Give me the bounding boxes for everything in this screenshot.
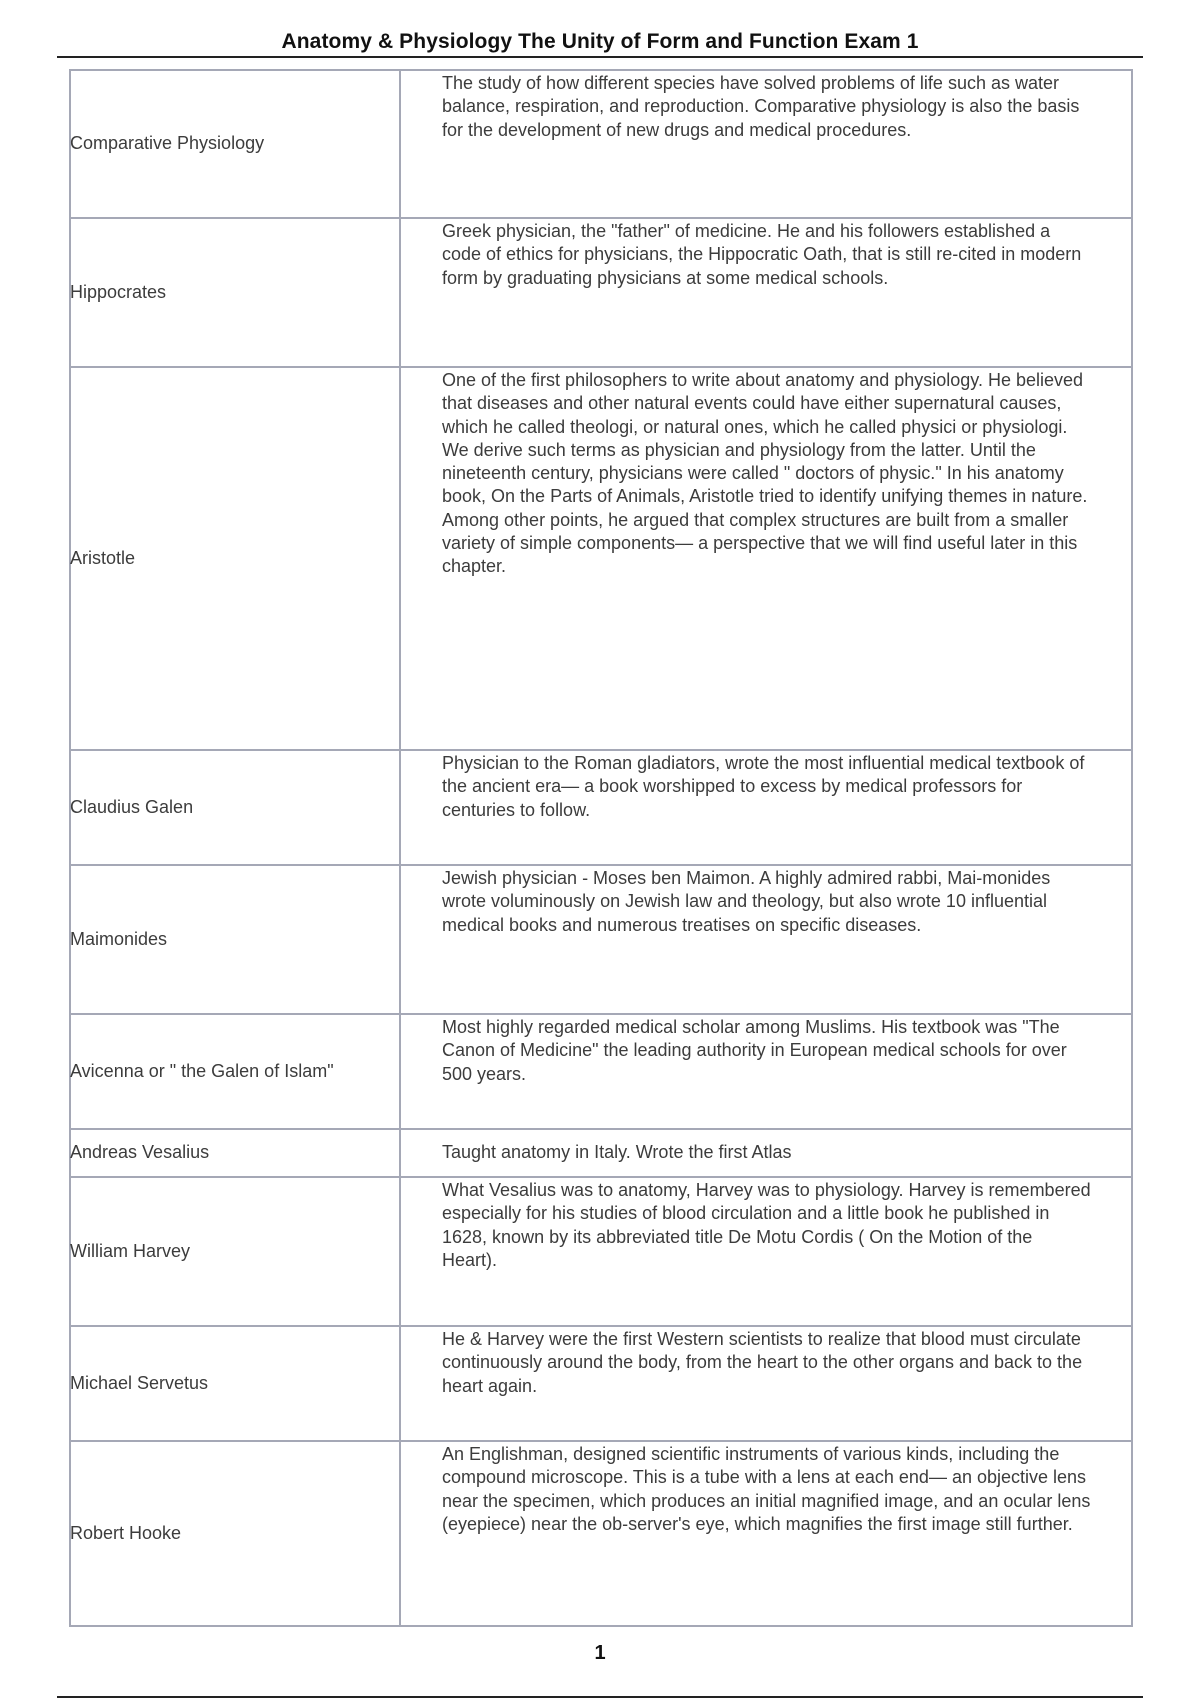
term-text: Comparative Physiology (70, 133, 265, 154)
term-cell (70, 70, 400, 218)
term-text: Hippocrates (70, 281, 167, 302)
term-text: Maimonides (70, 928, 168, 949)
definition-text: Most highly regarded medical scholar among Muslims. His textbook was "The Canon of Medicine" the leading authority in European medical schools for over 500 years. (442, 1017, 1067, 1084)
table-row (70, 865, 1132, 1014)
term-text: Aristotle (70, 547, 136, 568)
definition-cell (400, 367, 1132, 750)
table-row (70, 367, 1132, 750)
term-text: Robert Hooke (70, 1522, 182, 1543)
definition-cell (400, 70, 1132, 218)
definition-text: He & Harvey were the first Western scientists to realize that blood must circulate continuously around the body, from the heart to the other organs and back to the heart again. (442, 1329, 1083, 1396)
page-number: 1 (594, 1642, 606, 1664)
term-text: Claudius Galen (70, 796, 194, 817)
term-cell (70, 1326, 400, 1441)
term-cell (70, 367, 400, 750)
term-cell (70, 1014, 400, 1129)
term-text: Michael Servetus (70, 1372, 209, 1393)
footer-divider (57, 1696, 1143, 1698)
table-row (70, 1441, 1132, 1626)
table-row (70, 1326, 1132, 1441)
table-row (70, 1014, 1132, 1129)
term-cell (70, 750, 400, 865)
definition-cell (400, 1177, 1132, 1326)
definition-cell (400, 750, 1132, 865)
term-cell (70, 218, 400, 367)
definition-cell (400, 1129, 1132, 1177)
definition-text: Greek physician, the "father" of medicine. He and his followers established a code of ethics for physicians, the Hippocratic Oath, that is still re-cited in modern form by graduating physicians at some medical schools. (442, 221, 1082, 288)
term-text: William Harvey (70, 1240, 191, 1261)
definition-text: Jewish physician - Moses ben Maimon. A highly admired rabbi, Mai-monides wrote voluminously on Jewish law and theology, but also wrote 10 influential medical books and numerous treatises on specific diseases. (442, 868, 1051, 935)
definition-cell (400, 1441, 1132, 1626)
term-cell (70, 1441, 400, 1626)
title-divider (57, 56, 1143, 58)
table-row (70, 1129, 1132, 1177)
definition-cell (400, 865, 1132, 1014)
definition-text: Physician to the Roman gladiators, wrote the most influential medical textbook of the ancient era— a book worshipped to excess by medical professors for centuries to follow. (442, 753, 1085, 820)
definition-cell (400, 1014, 1132, 1129)
definition-text: The study of how different species have solved problems of life such as water balance, respiration, and reproduction. Comparative physiology is also the basis for the development of new drugs and medical procedures. (442, 73, 1080, 140)
term-cell (70, 1129, 400, 1177)
term-cell (70, 1177, 400, 1326)
definition-cell (400, 218, 1132, 367)
term-cell (70, 865, 400, 1014)
definition-text: An Englishman, designed scientific instruments of various kinds, including the compound microscope. This is a tube with a lens at each end— an objective lens near the specimen, which produces an initial magnified image, and an ocular lens (eyepiece) near the ob-server's eye, which magnifies the first image still further. (442, 1444, 1091, 1534)
flashcard-table (69, 69, 1133, 1627)
table-row (70, 218, 1132, 367)
definition-text: One of the first philosophers to write about anatomy and physiology. He believed that diseases and other natural events could have either supernatural causes, which he called theologi, or natural ones, which he called physici or physiologi. We derive such terms as physician and physiology from the latter. Until the nineteenth century, physicians were called " doctors of physic." In his anatomy book, On the Parts of Animals, Aristotle tried to identify unifying themes in nature. Among other points, he argued that complex structures are built from a smaller variety of simple components— a perspective that we will find useful later in this chapter. (442, 370, 1088, 577)
table-row (70, 1177, 1132, 1326)
page-title: Anatomy & Physiology The Unity of Form and Function Exam 1 (281, 30, 919, 53)
term-text: Avicenna or " the Galen of Islam" (70, 1060, 334, 1081)
table-row (70, 750, 1132, 865)
table-row (70, 70, 1132, 218)
term-text: Andreas Vesalius (70, 1142, 210, 1163)
definition-cell (400, 1326, 1132, 1441)
definition-text: What Vesalius was to anatomy, Harvey was to physiology. Harvey is remembered especially for his studies of blood circulation and a little book he published in 1628, known by its abbreviated title De Motu Cordis ( On the Motion of the Heart). (442, 1180, 1091, 1270)
definition-text: Taught anatomy in Italy. Wrote the first Atlas (442, 1142, 792, 1163)
